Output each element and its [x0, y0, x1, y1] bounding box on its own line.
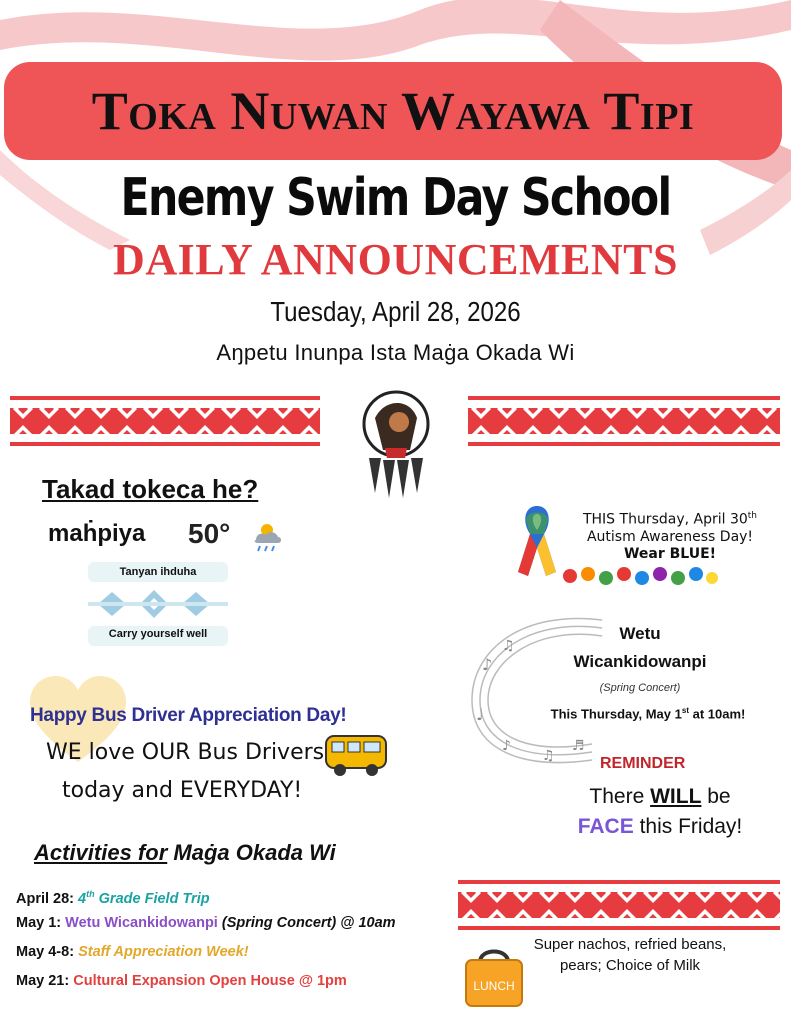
activity-date: May 4-8:	[16, 944, 75, 960]
activity-item	[16, 912, 396, 941]
activity-item	[16, 970, 396, 999]
activity-text: Cultural Expansion Open House @ 1pm	[73, 973, 347, 989]
lunch-menu: Super nachos, refried beans, pears; Choice of Milk	[533, 936, 727, 974]
weather-temperature: 50°	[188, 518, 231, 549]
activities-heading-a: Activities for	[34, 840, 168, 865]
activity-item	[16, 941, 396, 970]
svg-text:♪: ♪	[502, 738, 511, 754]
svg-text:♬: ♬	[572, 738, 585, 754]
activities-list	[16, 883, 396, 999]
activity-text-a: Wetu Wicankidowanpi	[65, 915, 218, 931]
activities-heading	[34, 840, 336, 866]
activity-item	[16, 883, 396, 912]
puzzle-ribbon-icon	[512, 502, 562, 580]
pattern-border-right	[468, 396, 780, 446]
svg-text:♫: ♫	[542, 748, 555, 764]
motto-dakota: Tanyan ihduha	[119, 566, 197, 578]
date-english: Tuesday, April 28, 2026	[270, 296, 521, 327]
pattern-border-lunch	[458, 880, 780, 930]
concert-subtitle: (Spring Concert)	[599, 682, 681, 694]
bus-driver-line-2: today and EVERYDAY!	[62, 778, 303, 803]
school-bus-icon	[322, 728, 392, 780]
activities-heading-b: Maġa Okada Wi	[173, 840, 336, 865]
autism-awareness-notice: THIS Thursday, April 30th Autism Awareness Day! Wear BLUE!	[582, 511, 758, 562]
svg-text:♩: ♩	[476, 705, 484, 724]
bus-driver-line-1: WE love OUR Bus Drivers	[46, 740, 325, 765]
concert-title-1: Wetu	[619, 624, 661, 643]
motto-card	[88, 562, 228, 650]
reminder-line-2: FACE this Friday!	[577, 815, 743, 838]
school-emblem-icon	[355, 388, 437, 500]
school-name: Enemy Swim Day School	[120, 168, 671, 228]
weather-question: Takad tokeca he?	[42, 474, 259, 504]
activity-text: Staff Appreciation Week!	[78, 944, 249, 960]
activity-text-b: (Spring Concert) @ 10am	[217, 915, 396, 931]
page-title: Toka Nuwan Wayawa Tipi	[91, 81, 695, 141]
reminder-label: REMINDER	[600, 755, 686, 772]
title-banner	[4, 62, 782, 160]
bus-driver-heading: Happy Bus Driver Appreciation Day!	[30, 705, 347, 726]
activity-date: May 1:	[16, 915, 62, 931]
lunch-box-label: LUNCH	[473, 979, 515, 993]
lunch-box-icon	[462, 944, 526, 1008]
announcements-heading: DAILY ANNOUNCEMENTS	[113, 235, 678, 284]
motto-english: Carry yourself well	[108, 628, 208, 640]
svg-text:♪: ♪	[482, 655, 493, 674]
activity-date: May 21:	[16, 973, 70, 989]
pattern-border-left	[10, 396, 320, 446]
svg-text:♫: ♫	[502, 638, 515, 654]
concert-title-2: Wicankidowanpi	[573, 652, 707, 671]
weather-condition: maḣpiya	[48, 520, 146, 547]
activity-date: April 28:	[16, 890, 75, 907]
cloud-sun-rain-icon	[250, 520, 284, 554]
reminder-line-1: There WILL be	[589, 785, 731, 808]
colored-hands-icon	[560, 560, 720, 590]
date-dakota: Aŋpetu Inunpa Ista Maġa Okada Wi	[216, 340, 575, 365]
concert-time: This Thursday, May 1st at 10am!	[550, 706, 746, 722]
activity-text: 4th Grade Field Trip	[78, 889, 210, 907]
